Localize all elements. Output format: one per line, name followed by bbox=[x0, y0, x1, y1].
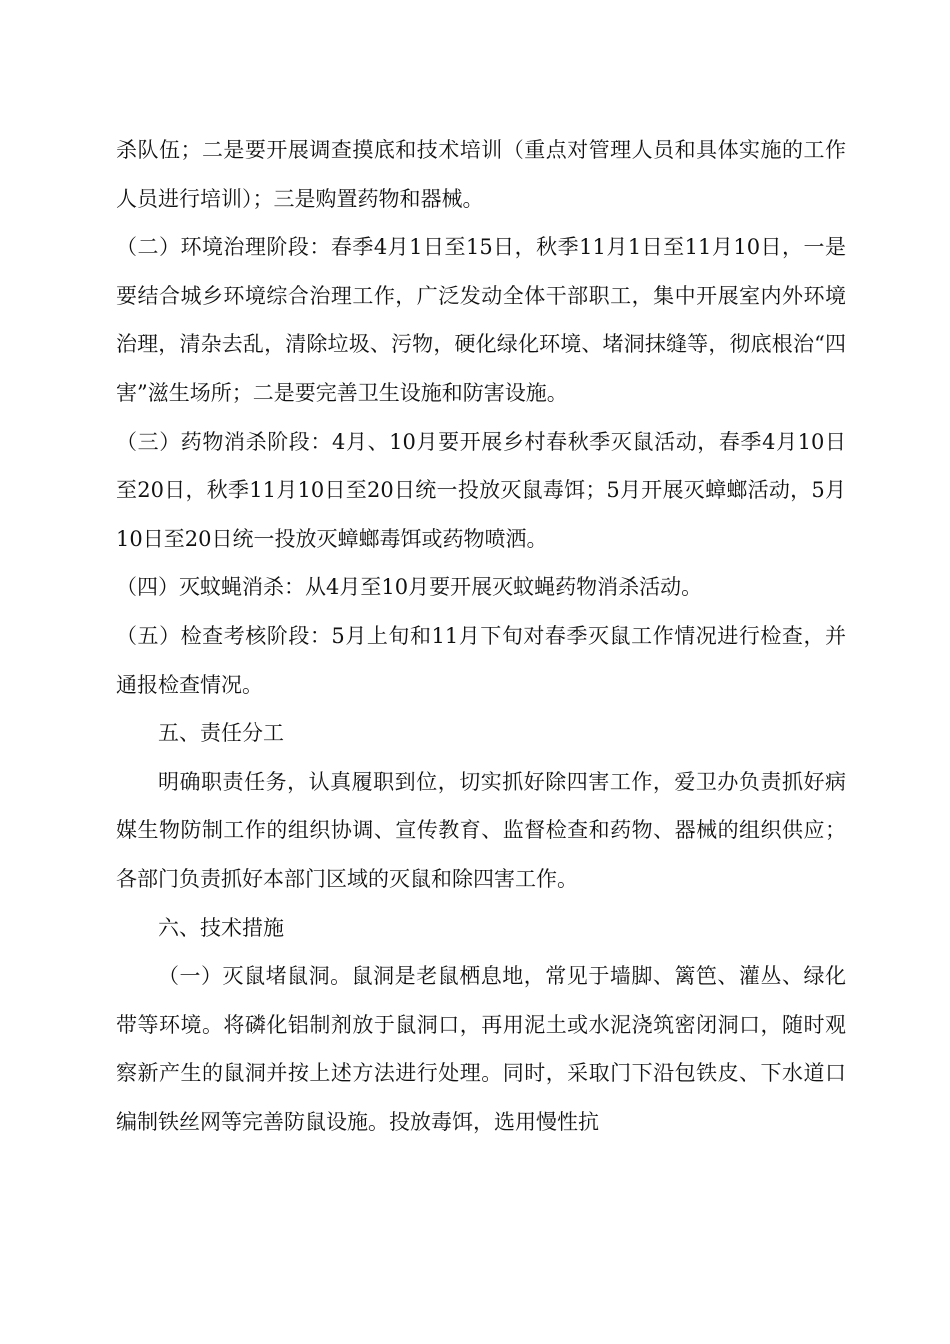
paragraph-pesticide-stage: （三）药物消杀阶段：4月、10月要开展乡村春秋季灭鼠活动，春季4月10日至20日，秋季11月10日至20日统一投放灭鼠毒饵；5月开展灭蟑螂活动，5月10日至20日统一投放灭蟑螂毒饵或药物喷洒。 bbox=[116, 429, 846, 551]
paragraph-team-training: 杀队伍；二是要开展调查摸底和技术培训（重点对管理人员和具体实施的工作人员进行培训）；三是购置药物和器械。 bbox=[116, 138, 846, 211]
paragraph-responsibility: 明确职责任务，认真履职到位，切实抓好除四害工作，爱卫办负责抓好病媒生物防制工作的组织协调、宣传教育、监督检查和药物、器械的组织供应；各部门负责抓好本部门区域的灭鼠和除四害工作。 bbox=[116, 769, 846, 891]
paragraph-rodent-holes: （一）灭鼠堵鼠洞。鼠洞是老鼠栖息地，常见于墙脚、篱笆、灌丛、绿化带等环境。将磷化铝制剂放于鼠洞口，再用泥土或水泥浇筑密闭洞口，随时观察新产生的鼠洞并按上述方法进行处理。同时，采取门下沿包铁皮、下水道口编制铁丝网等完善防鼠设施。投放毒饵，选用慢性抗 bbox=[116, 964, 846, 1134]
paragraph-inspection-stage: （五）检查考核阶段：5月上旬和11月下旬对春季灭鼠工作情况进行检查，并通报检查情况。 bbox=[116, 623, 846, 697]
paragraph-mosquito-fly: （四）灭蚊蝇消杀：从4月至10月要开展灭蚊蝇药物消杀活动。 bbox=[116, 575, 703, 600]
section-heading-responsibility: 五、责任分工 bbox=[158, 721, 284, 746]
section-heading-technical: 六、技术措施 bbox=[158, 915, 284, 940]
paragraph-environment-stage: （二）环境治理阶段：春季4月1日至15日，秋季11月1日至11月10日，一是要结合城乡环境综合治理工作，广泛发动全体干部职工，集中开展室内外环境治理，清杂去乱，清除垃圾、污物，硬化绿化环境、堵洞抹缝等，彻底根治“四害”滋生场所；二是要完善卫生设施和防害设施。 bbox=[116, 235, 846, 405]
document-body bbox=[116, 126, 846, 1146]
